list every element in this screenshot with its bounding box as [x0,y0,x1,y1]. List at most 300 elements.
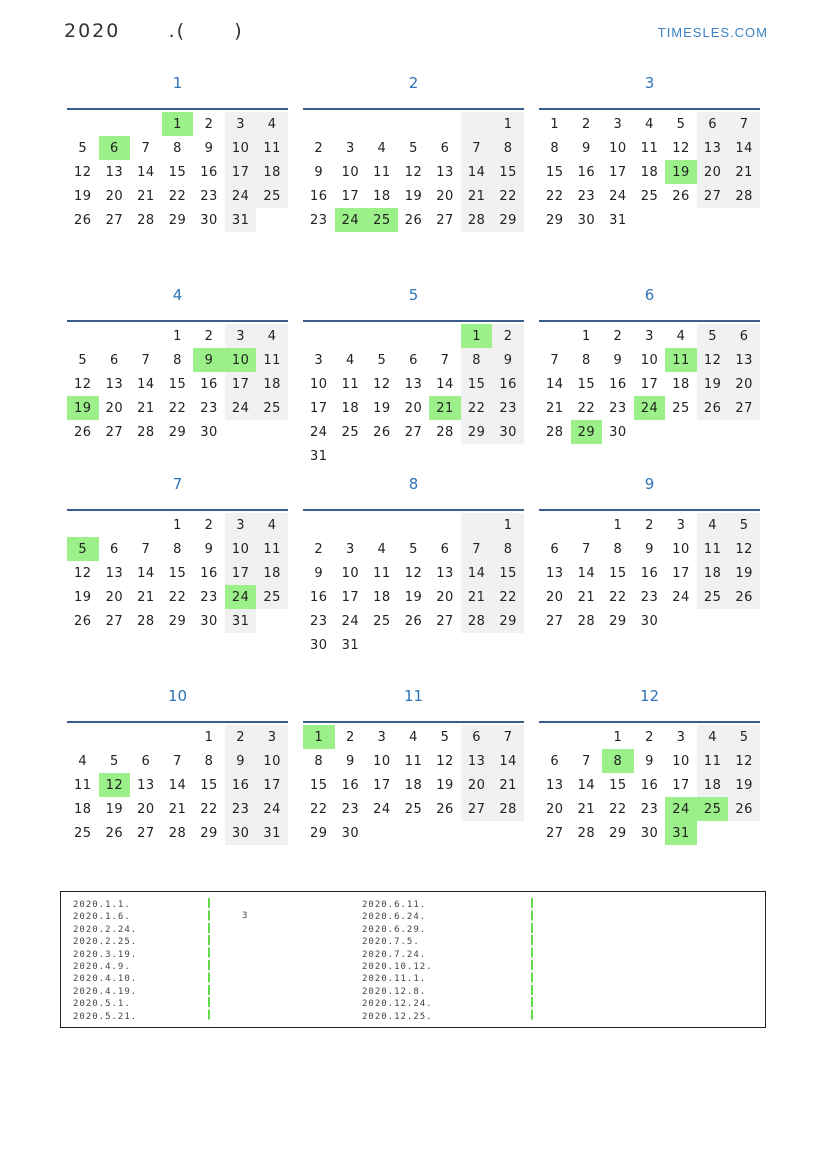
holiday-date: 2020.3.19. [73,949,138,960]
day-cell: 18 [697,773,729,797]
day-cell: 2 [613,328,623,344]
day-cell: 23 [200,188,218,204]
day-cell: 18 [256,160,288,184]
day-cell: 29 [492,208,524,232]
day-cell: 10 [225,537,257,561]
day-cell: 4 [676,328,686,344]
day-cell: 16 [310,589,328,605]
month-title: 5 [408,286,419,304]
day-cell: 10 [225,136,257,160]
day-cell: 3 [256,725,288,749]
day-cell: 22 [168,188,187,204]
day-cell: 15 [168,164,187,180]
holiday-list-right [362,899,433,1023]
day-cell: 28 [492,797,524,821]
day-cell: 17 [225,561,257,585]
day-cell: 10 [672,541,690,557]
day-cell: 29 [492,609,524,633]
day-cell: 25 [404,801,423,817]
day-cell: 21 [461,585,493,609]
day-cell: 22 [546,188,564,204]
day-cell: 19 [74,188,92,204]
holiday-day-cell: 5 [67,537,99,561]
empty-cell [303,513,335,537]
day-cell: 9 [314,164,324,180]
empty-cell [130,112,162,136]
day-cell: 28 [461,208,493,232]
month-title: 1 [172,74,183,92]
holiday-date: 2020.7.5. [362,937,420,948]
day-cell: 26 [728,797,760,821]
holiday-date: 2020.4.10. [73,974,138,985]
day-cell: 18 [341,400,360,416]
holiday-date: 2020.10.12. [362,961,433,972]
day-cell: 9 [204,140,214,156]
day-cell: 21 [137,400,155,416]
month-days-grid [303,320,524,468]
holiday-day-cell: 12 [99,773,131,797]
day-cell: 9 [314,565,324,581]
day-cell: 22 [609,589,627,605]
empty-cell [366,324,398,348]
day-cell: 1 [550,116,560,132]
empty-cell [398,112,430,136]
day-cell: 8 [613,541,623,557]
day-cell: 2 [645,729,654,745]
day-cell: 13 [105,565,124,581]
day-cell: 26 [74,613,92,629]
day-cell: 11 [697,749,729,773]
holiday-date: 2020.6.24. [362,912,427,923]
day-cell: 29 [168,424,187,440]
day-cell: 16 [200,164,218,180]
page-title: 2020 .( ) [64,20,244,42]
day-cell: 22 [609,801,627,817]
day-cell: 31 [256,821,288,845]
month-title: 11 [403,687,424,705]
day-cell: 6 [697,112,729,136]
day-cell: 21 [137,188,155,204]
day-cell: 10 [341,164,360,180]
day-cell: 25 [256,184,288,208]
month-days-grid [303,721,524,845]
holiday-day-cell: 19 [665,160,697,184]
day-cell: 3 [645,328,654,344]
day-cell: 23 [310,613,328,629]
empty-cell [67,112,99,136]
day-cell: 8 [173,140,182,156]
day-cell: 2 [492,324,524,348]
day-cell: 17 [341,589,360,605]
day-cell: 23 [200,589,218,605]
day-cell: 8 [581,352,591,368]
day-cell: 24 [310,424,328,440]
day-cell: 24 [225,184,257,208]
day-cell: 27 [436,212,454,228]
day-cell: 7 [173,753,182,769]
empty-cell [99,112,131,136]
empty-cell [461,112,493,136]
month-title: 9 [644,475,655,493]
day-cell: 6 [461,725,493,749]
holiday-day-cell: 19 [67,396,99,420]
day-cell: 1 [173,328,182,344]
day-cell: 7 [581,541,591,557]
day-cell: 21 [546,400,564,416]
day-cell: 12 [672,140,690,156]
day-cell: 4 [256,112,288,136]
holiday-date: 2020.12.24. [362,999,433,1010]
holiday-day-cell: 8 [602,749,634,773]
holiday-date: 2020.5.1. [73,999,131,1010]
day-cell: 17 [341,188,360,204]
empty-cell [429,324,461,348]
day-cell: 13 [728,348,760,372]
empty-cell [162,725,194,749]
day-cell: 8 [204,753,214,769]
month-days-grid [67,509,288,633]
day-cell: 6 [440,140,450,156]
holiday-day-cell: 11 [665,348,697,372]
day-cell: 2 [204,328,214,344]
day-cell: 17 [640,376,659,392]
day-cell: 19 [404,188,423,204]
month-days-grid [67,320,288,444]
holiday-date: 2020.2.24. [73,924,138,935]
day-cell: 22 [461,396,493,420]
day-cell: 30 [310,637,328,653]
day-cell: 27 [105,212,124,228]
day-cell: 29 [609,613,627,629]
day-cell: 29 [546,212,564,228]
day-cell: 13 [105,164,124,180]
day-cell: 12 [697,348,729,372]
holiday-day-cell: 10 [225,348,257,372]
day-cell: 30 [640,613,659,629]
day-cell: 12 [728,537,760,561]
day-cell: 2 [345,729,355,745]
month-days-grid [67,721,288,845]
day-cell: 20 [105,400,124,416]
day-cell: 2 [225,725,257,749]
day-cell: 1 [581,328,591,344]
day-cell: 1 [492,112,524,136]
day-cell: 17 [672,777,690,793]
day-cell: 4 [409,729,418,745]
day-cell: 5 [697,324,729,348]
month-title: 12 [639,687,660,705]
day-cell: 1 [492,513,524,537]
day-cell: 18 [697,561,729,585]
site-logo[interactable]: TIMESLES.COM [657,25,768,40]
holiday-day-cell: 1 [303,725,335,749]
day-cell: 25 [697,585,729,609]
day-cell: 27 [404,424,423,440]
day-cell: 19 [728,561,760,585]
day-cell: 3 [377,729,387,745]
day-cell: 9 [581,140,591,156]
day-cell: 6 [409,352,418,368]
day-cell: 25 [341,424,360,440]
day-cell: 11 [256,136,288,160]
day-cell: 7 [550,352,560,368]
day-cell: 29 [461,420,493,444]
day-cell: 2 [204,517,214,533]
day-cell: 16 [492,372,524,396]
day-cell: 28 [728,184,760,208]
empty-cell [130,324,162,348]
holiday-date: 2020.11.1. [362,974,427,985]
day-cell: 26 [404,212,423,228]
day-cell: 20 [546,589,564,605]
day-cell: 25 [256,396,288,420]
day-cell: 29 [200,825,218,841]
holiday-day-cell: 24 [335,208,367,232]
month-days-grid [67,108,288,232]
day-cell: 20 [105,589,124,605]
day-cell: 6 [728,324,760,348]
day-cell: 2 [645,517,654,533]
holiday-day-cell: 31 [665,821,697,845]
day-cell: 13 [404,376,423,392]
day-cell: 16 [640,777,659,793]
day-cell: 24 [341,613,360,629]
day-cell: 26 [436,801,454,817]
day-cell: 8 [461,348,493,372]
day-cell: 27 [436,613,454,629]
holiday-date: 2020.2.25. [73,937,138,948]
day-cell: 16 [310,188,328,204]
day-cell: 23 [492,396,524,420]
day-cell: 26 [672,188,690,204]
day-cell: 18 [640,164,659,180]
day-cell: 4 [345,352,355,368]
day-cell: 18 [672,376,690,392]
day-cell: 27 [137,825,155,841]
empty-cell [335,112,367,136]
day-cell: 19 [373,400,391,416]
day-cell: 4 [256,324,288,348]
day-cell: 4 [645,116,654,132]
day-cell: 21 [577,801,596,817]
holiday-day-cell: 25 [697,797,729,821]
day-cell: 19 [404,589,423,605]
day-cell: 12 [74,164,92,180]
day-cell: 16 [341,777,360,793]
day-cell: 27 [546,825,564,841]
empty-cell [303,112,335,136]
day-cell: 30 [200,424,218,440]
day-cell: 9 [225,749,257,773]
empty-cell [130,725,162,749]
holiday-list-box [60,891,766,1028]
empty-cell [335,513,367,537]
day-cell: 6 [109,352,119,368]
day-cell: 20 [697,160,729,184]
day-cell: 28 [137,212,155,228]
day-cell: 29 [609,825,627,841]
day-cell: 22 [168,400,187,416]
day-cell: 3 [225,112,257,136]
day-cell: 31 [225,609,257,633]
day-cell: 22 [168,589,187,605]
holiday-date: 2020.7.24. [362,949,427,960]
month-days-grid [539,320,760,444]
day-cell: 21 [461,184,493,208]
day-cell: 11 [640,140,659,156]
day-cell: 10 [672,753,690,769]
day-cell: 4 [78,753,88,769]
day-cell: 10 [310,376,328,392]
day-cell: 14 [137,164,155,180]
day-cell: 12 [404,565,423,581]
holiday-date: 2020.4.9. [73,961,131,972]
day-cell: 20 [404,400,423,416]
day-cell: 15 [577,376,596,392]
holiday-day-cell: 21 [429,396,461,420]
day-cell: 21 [137,589,155,605]
empty-cell [67,725,99,749]
day-cell: 28 [461,609,493,633]
day-cell: 14 [577,777,596,793]
empty-cell [461,513,493,537]
day-cell: 9 [645,541,654,557]
holiday-day-cell: 1 [162,112,194,136]
day-cell: 18 [373,589,391,605]
day-cell: 5 [409,541,418,557]
day-cell: 31 [341,637,360,653]
day-cell: 9 [492,348,524,372]
day-cell: 27 [546,613,564,629]
day-cell: 10 [609,140,627,156]
day-cell: 8 [173,541,182,557]
day-cell: 3 [676,729,686,745]
day-cell: 13 [105,376,124,392]
day-cell: 22 [200,801,218,817]
day-cell: 19 [105,801,124,817]
day-cell: 23 [640,589,659,605]
holiday-date: 2020.1.6. [73,912,131,923]
day-cell: 11 [373,164,391,180]
day-cell: 28 [137,424,155,440]
day-cell: 16 [200,376,218,392]
month-days-grid [539,108,760,232]
day-cell: 6 [109,541,119,557]
day-cell: 15 [168,565,187,581]
day-cell: 25 [74,825,92,841]
day-cell: 30 [341,825,360,841]
holiday-day-cell: 25 [366,208,398,232]
day-cell: 6 [440,541,450,557]
holiday-day-cell: 24 [225,585,257,609]
day-cell: 17 [609,164,627,180]
day-cell: 18 [404,777,423,793]
month-title: 7 [172,475,183,493]
day-cell: 28 [137,613,155,629]
day-cell: 16 [225,773,257,797]
holiday-day-cell: 1 [461,324,493,348]
day-cell: 23 [577,188,596,204]
month-days-grid [539,509,760,633]
day-cell: 8 [492,136,524,160]
day-cell: 28 [168,825,187,841]
month-title: 4 [172,286,183,304]
day-cell: 1 [613,729,623,745]
day-cell: 26 [697,396,729,420]
holiday-date: 2020.6.11. [362,900,427,910]
day-cell: 5 [440,729,450,745]
day-cell: 19 [728,773,760,797]
day-cell: 28 [546,424,564,440]
day-cell: 14 [546,376,564,392]
empty-cell [67,513,99,537]
day-cell: 21 [728,160,760,184]
holiday-note: 3 [242,911,248,921]
day-cell: 4 [377,140,387,156]
day-cell: 24 [672,589,690,605]
day-cell: 14 [137,565,155,581]
day-cell: 15 [546,164,564,180]
month-title: 8 [408,475,419,493]
day-cell: 23 [609,400,627,416]
day-cell: 14 [577,565,596,581]
day-cell: 24 [609,188,627,204]
day-cell: 10 [373,753,391,769]
day-cell: 14 [168,777,187,793]
day-cell: 12 [74,565,92,581]
day-cell: 5 [728,725,760,749]
empty-cell [99,513,131,537]
empty-cell [335,324,367,348]
day-cell: 15 [609,777,627,793]
empty-cell [571,513,603,537]
day-cell: 20 [461,773,493,797]
day-cell: 30 [609,424,627,440]
month-title: 6 [644,286,655,304]
month-days-grid [303,509,524,657]
day-cell: 28 [577,613,596,629]
day-cell: 26 [74,424,92,440]
day-cell: 22 [492,184,524,208]
day-cell: 20 [436,188,454,204]
empty-cell [366,513,398,537]
day-cell: 4 [697,725,729,749]
day-cell: 26 [373,424,391,440]
day-cell: 25 [373,613,391,629]
day-cell: 5 [377,352,387,368]
day-cell: 30 [577,212,596,228]
day-cell: 7 [141,140,151,156]
holiday-day-cell: 29 [571,420,603,444]
day-cell: 23 [200,400,218,416]
day-cell: 11 [697,537,729,561]
day-cell: 26 [74,212,92,228]
day-cell: 28 [436,424,454,440]
day-cell: 27 [461,797,493,821]
day-cell: 20 [436,589,454,605]
day-cell: 16 [609,376,627,392]
empty-cell [99,324,131,348]
day-cell: 15 [492,561,524,585]
day-cell: 6 [550,541,560,557]
day-cell: 25 [672,400,690,416]
holiday-date: 2020.1.1. [73,900,131,910]
holiday-date: 2020.12.8. [362,986,427,997]
day-cell: 10 [640,352,659,368]
holiday-date: 2020.4.19. [73,986,138,997]
day-cell: 25 [256,585,288,609]
day-cell: 16 [200,565,218,581]
